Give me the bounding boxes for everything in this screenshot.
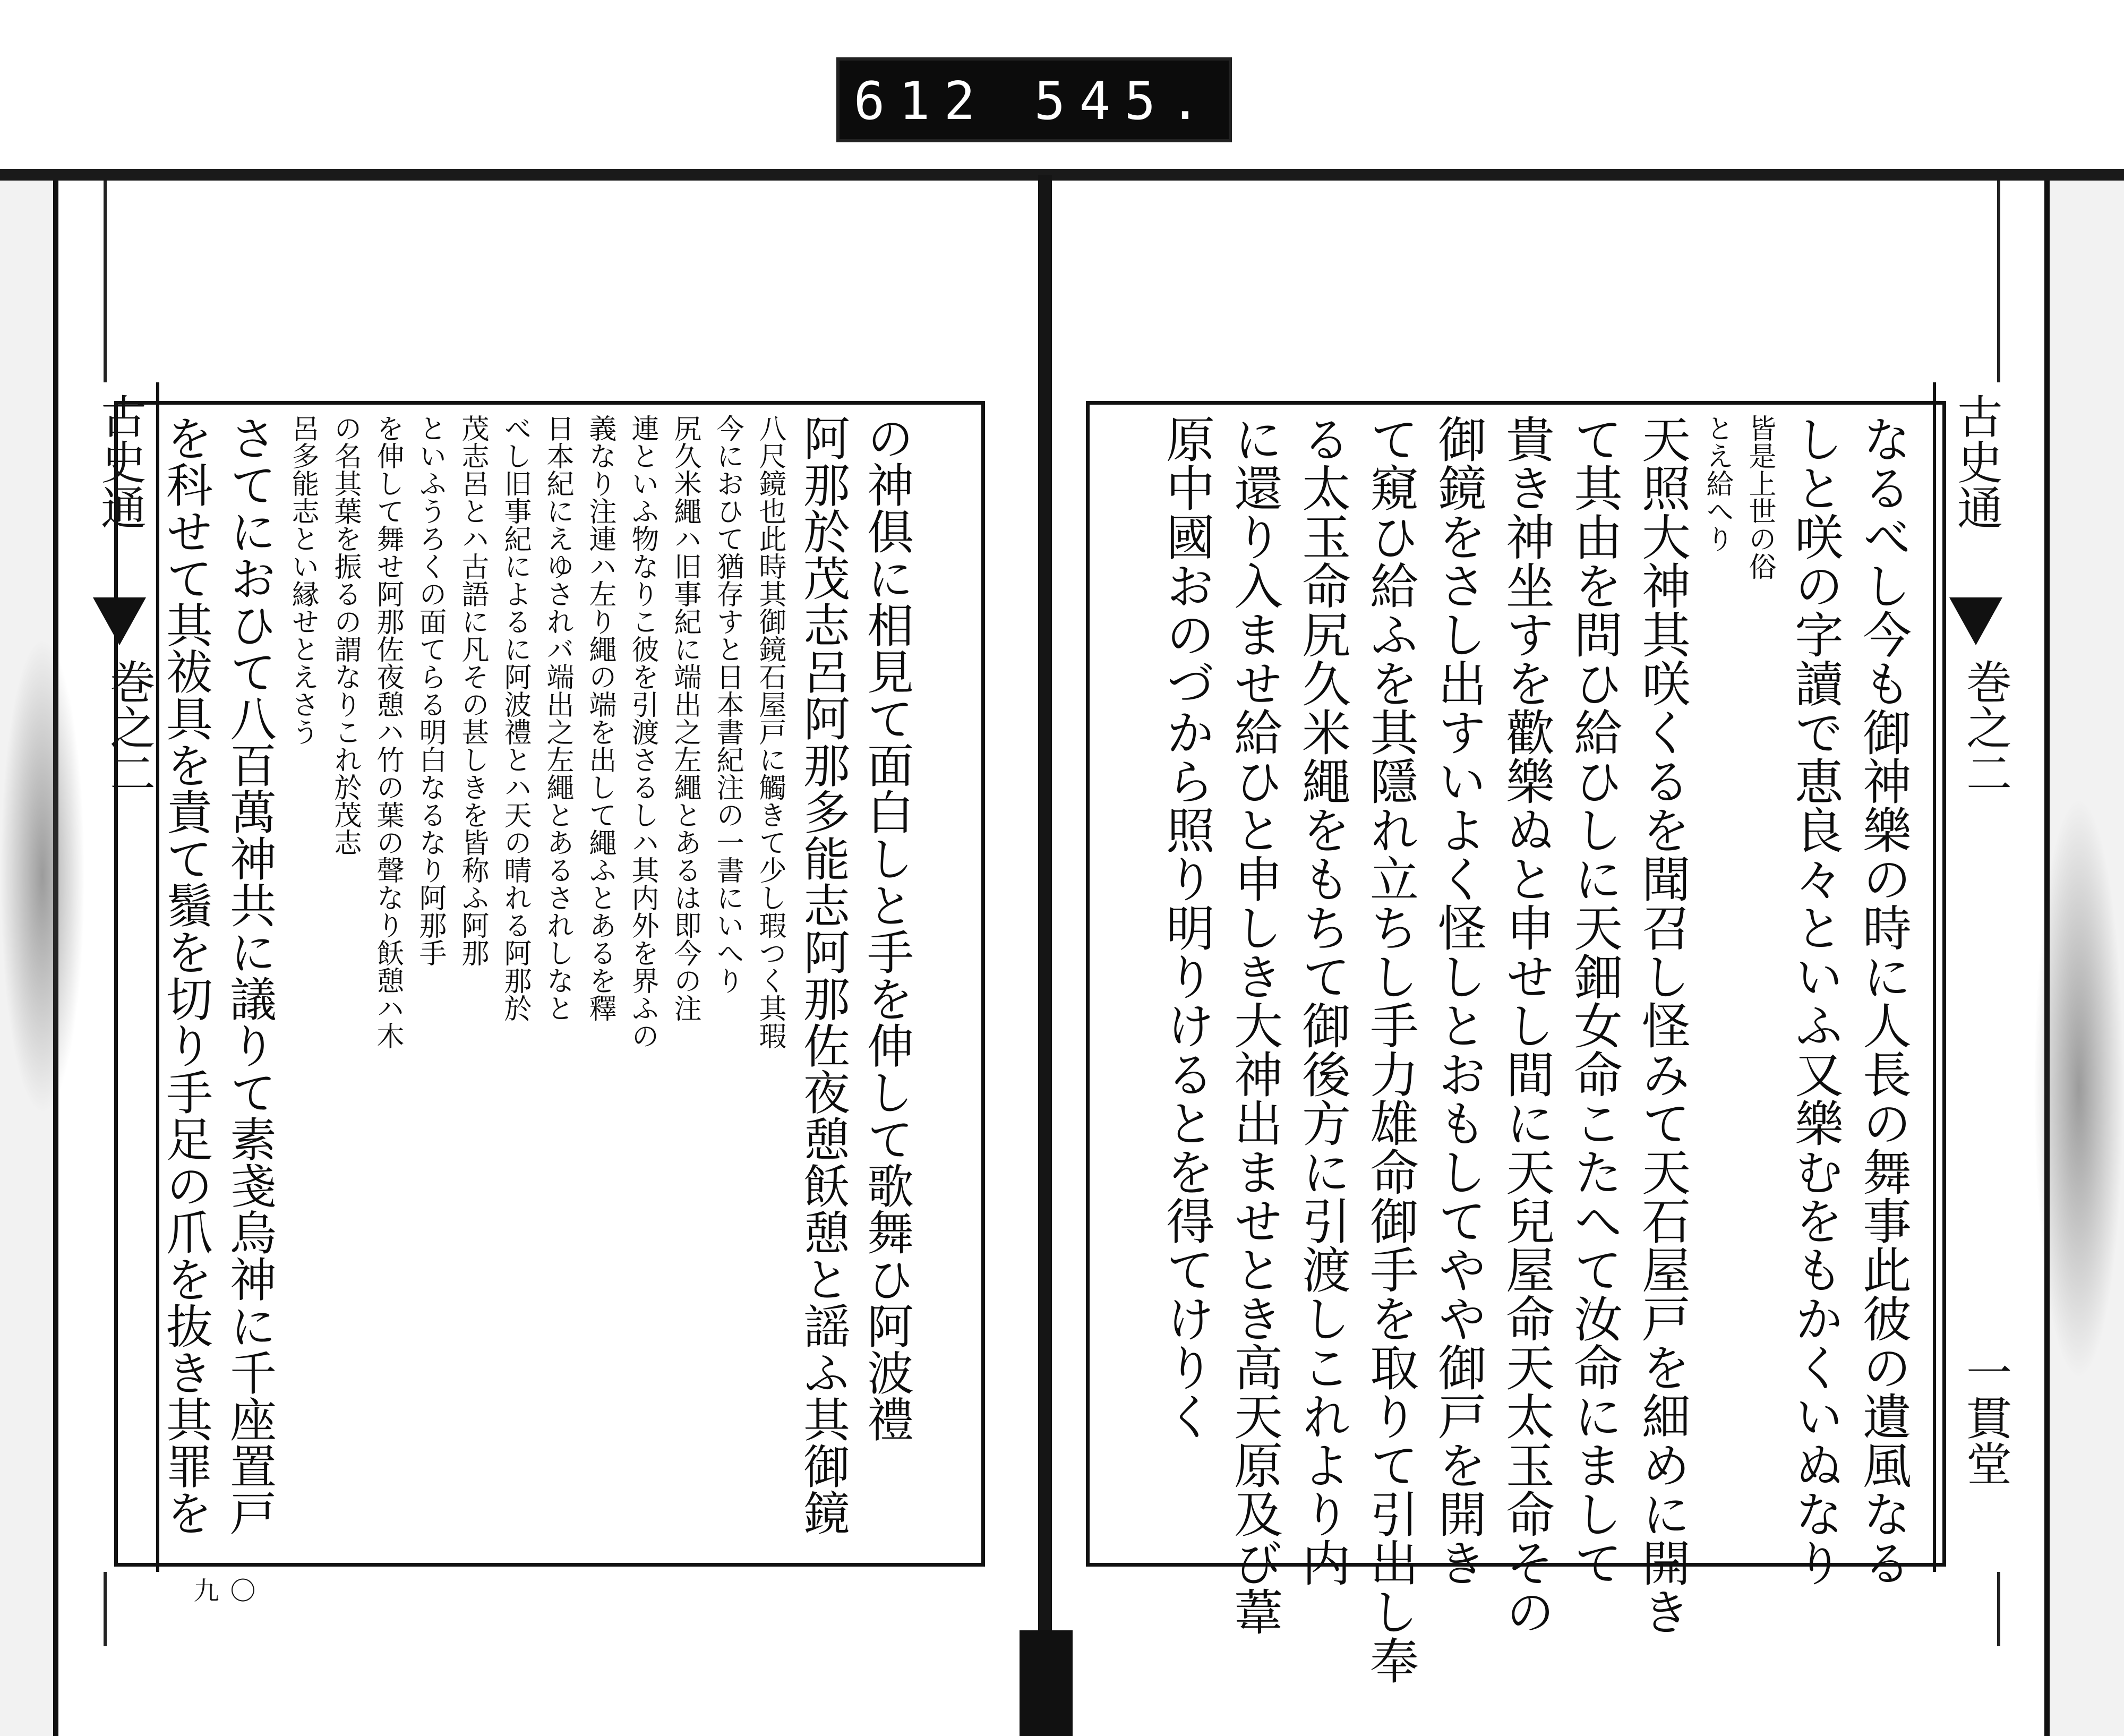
book-gutter — [1038, 175, 1052, 1736]
left-page-text — [159, 414, 919, 1556]
text-column-note: 呂多能志とい縁せとえさう — [287, 414, 319, 746]
volume-label: 巻之二 — [102, 659, 155, 796]
text-column-note: を伸して舞せ阿那佐夜憩ハ竹の葉の聲なり飫憩ハ木 — [372, 414, 404, 1049]
text-column-note: 八尺鏡也此時其御鏡石屋戸に觸きて少し瑕つく其瑕 — [754, 414, 786, 1049]
book-top-edge — [0, 169, 2124, 181]
scan-noise — [0, 637, 85, 1115]
film-frame-label — [836, 57, 1232, 142]
text-column: しと咲の字讀で恵良々といふ又樂むをもかくいぬなり — [1787, 414, 1844, 1587]
text-column: 原中國おのづから照り明りけるとを得てけりく — [1158, 414, 1215, 1440]
text-column: 御鏡をさし出すいよく怪しとおもしてやや御戸を開き — [1430, 414, 1487, 1587]
text-column-note: の名其葉を振るの謂なりこれ於茂志 — [329, 414, 361, 856]
text-column-note: 今におひて猶存すと日本書紀注の一書にいへり — [712, 414, 743, 994]
page-folio: 〇九 — [189, 1577, 255, 1603]
text-column: の神俱に相見て面白しと手を伸して歌舞ひ阿波禮 — [860, 414, 914, 1442]
text-column-note: とえ給へり — [1701, 414, 1733, 552]
text-column-note: 連といふ物なりこ彼を引渡さるしハ其内外を界ふの — [627, 414, 658, 1049]
scan-noise — [2034, 797, 2124, 1381]
text-column-note: 義なり注連ハ左り繩の端を出して繩ふとあるを釋 — [584, 414, 616, 1022]
text-column-note: 尻久米繩ハ旧事紀に端出之左繩とあるは即今の注 — [669, 414, 701, 1022]
text-column: て窺ひ給ふを其隱れ立ちし手力雄命御手を取りて引出し奉 — [1362, 414, 1419, 1684]
text-column: に還り入ませ給ひと申しき大神出ませとき高天原及び葦 — [1226, 414, 1283, 1636]
book-title: 古史通 — [1949, 393, 2002, 530]
text-column-note: 茂志呂とハ古語に凡その甚しきを皆称ふ阿那 — [457, 414, 489, 967]
film-frame-number: 612 545. — [853, 71, 1215, 132]
text-column-note: べし旧事紀によるに阿波禮とハ天の晴れる阿那於 — [499, 414, 531, 1022]
book-title: 古史通 — [93, 393, 146, 530]
text-column: て其由を問ひ給ひしに天鈿女命こたへて汝命にまして — [1566, 414, 1623, 1587]
text-column: る太玉命尻久米繩をもちて御後方に引渡しこれより内 — [1294, 414, 1351, 1587]
text-column: 貴き神坐すを歡樂ぬと申せし間に天兒屋命天太玉命その — [1498, 414, 1555, 1636]
text-column: さてにおひて八百萬神共に議りて素戔烏神に千座置戸 — [222, 414, 277, 1536]
text-column-note: 皆是上世の俗 — [1744, 414, 1776, 580]
text-column: を科せて其祓具を責て鬚を切り手足の爪を抜き其罪を — [159, 414, 213, 1536]
volume-label: 巻之二 — [1958, 659, 2011, 796]
text-column-note: といふうろくの面てらる明白なるなり阿那手 — [414, 414, 446, 967]
text-column: なるべし今も御神樂の時に人長の舞事此彼の遺風なる — [1855, 414, 1912, 1587]
text-column: 天照大神其咲くるを聞召し怪みて天石屋戸を細めに開き — [1634, 414, 1691, 1636]
publisher-mark: 一貫堂 — [1958, 1349, 2011, 1486]
right-page-text — [1152, 414, 1917, 1684]
text-column: 阿那於茂志呂阿那多能志阿那佐夜憩飫憩と謡ふ其御鏡 — [796, 414, 851, 1536]
fishtail-mark — [1949, 597, 2002, 645]
gutter-shadow — [1020, 1630, 1073, 1736]
text-column-note: 日本紀にえゆされバ端出之左繩とあるされしなと — [542, 414, 573, 1022]
